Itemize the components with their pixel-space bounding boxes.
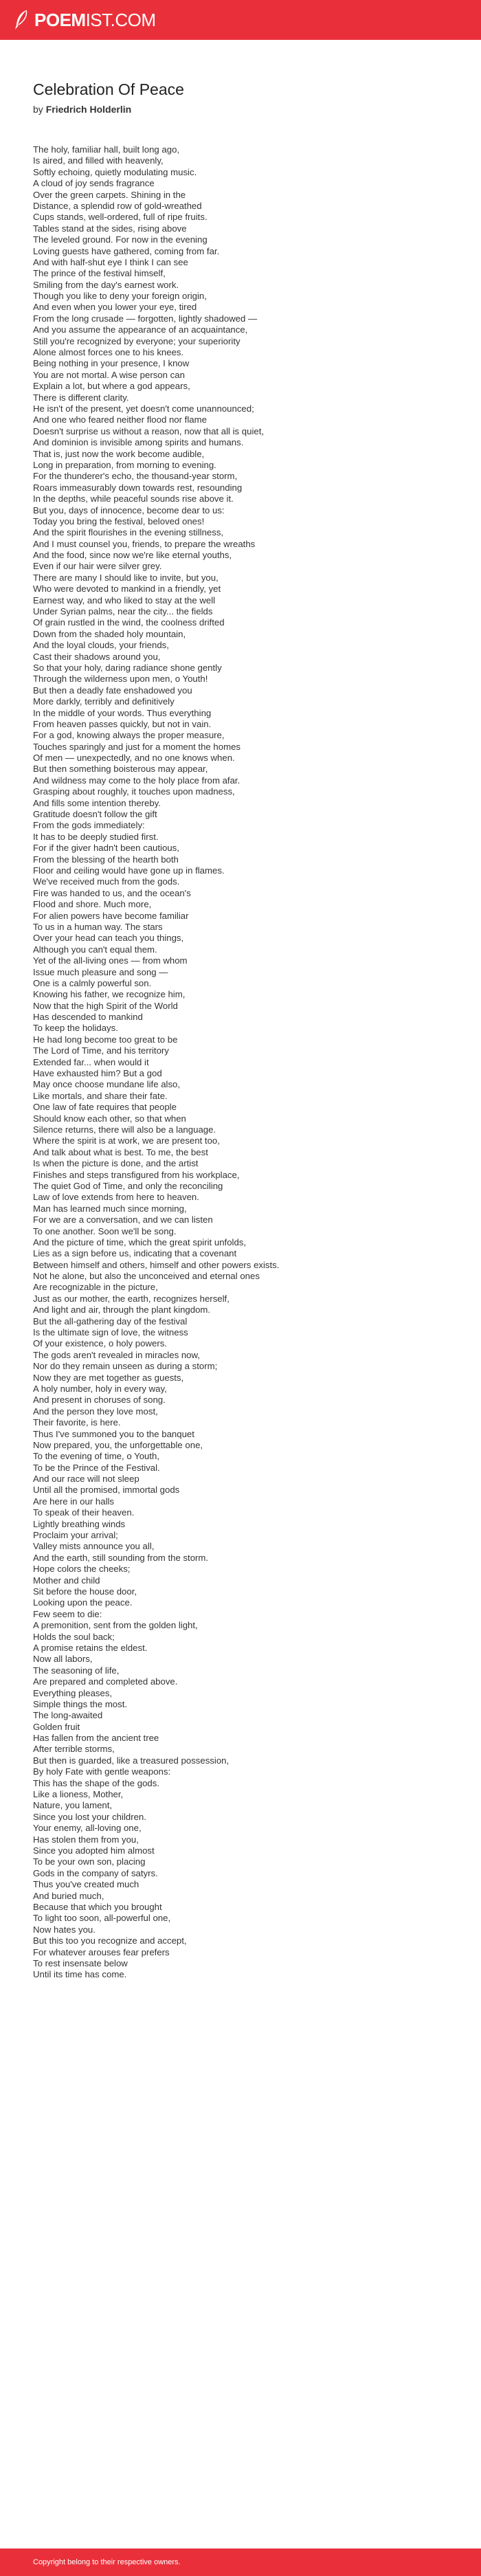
poem-line: From heaven passes quickly, but not in vain. bbox=[33, 718, 212, 729]
poem-line: Gratitude doesn't follow the gift bbox=[33, 809, 157, 820]
poem-line: But you, days of innocence, become dear to us: bbox=[33, 504, 225, 515]
poem-line: And wildness may come to the holy place from afar. bbox=[33, 775, 240, 786]
poem-line: A premonition, sent from the golden light, bbox=[33, 1620, 198, 1631]
poem-line: Extended far... when would it bbox=[33, 1056, 149, 1067]
poem-line: Floor and ceiling would have gone up in flames. bbox=[33, 865, 225, 876]
poem-line: And the picture of time, which the great spirit unfolds, bbox=[33, 1236, 247, 1247]
poem-line: Cast their shadows around you, bbox=[33, 651, 161, 662]
poem-line: Now hates you. bbox=[33, 1924, 96, 1935]
poem-line: One is a calmly powerful son. bbox=[33, 977, 152, 988]
by-label: by bbox=[33, 104, 43, 115]
poem-line: Are recognizable in the picture, bbox=[33, 1282, 158, 1293]
poem-line: The seasoning of life, bbox=[33, 1665, 120, 1676]
poem-line: Valley mists announce you all, bbox=[33, 1541, 155, 1552]
poem-line: Over your head can teach you things, bbox=[33, 933, 184, 944]
poem-line: Issue much pleasure and song — bbox=[33, 966, 168, 977]
poem-line: Now that the high Spirit of the World bbox=[33, 1000, 178, 1011]
poem-line: Nor do they remain unseen as during a storm; bbox=[33, 1361, 218, 1372]
poem-line: A holy number, holy in every way, bbox=[33, 1383, 167, 1394]
poem-line: Down from the shaded holy mountain, bbox=[33, 628, 186, 639]
poem-line: To light too soon, all-powerful one, bbox=[33, 1913, 171, 1924]
poem-line: For the thunderer's echo, the thousand-year storm, bbox=[33, 471, 238, 482]
poem-line: It has to be deeply studied first. bbox=[33, 831, 159, 842]
poem-line: Long in preparation, from morning to evening. bbox=[33, 459, 216, 470]
poem-line: And talk about what is best. To me, the best bbox=[33, 1146, 208, 1157]
poem-line: Doesn't surprise us without a reason, now that all is quiet, bbox=[33, 425, 265, 436]
poem-line: Until its time has come. bbox=[33, 1969, 127, 1980]
poem-line: For alien powers have become familiar bbox=[33, 910, 189, 921]
poem-line: In the depths, while peaceful sounds rise above it. bbox=[33, 493, 234, 504]
poem-line: Is aired, and filled with heavenly, bbox=[33, 155, 164, 166]
poem-line: By holy Fate with gentle weapons: bbox=[33, 1766, 171, 1777]
poem-line: Loving guests have gathered, coming from far. bbox=[33, 245, 220, 256]
poem-line: Softly echoing, quietly modulating music. bbox=[33, 166, 197, 177]
poem-line: But then is guarded, like a treasured possession, bbox=[33, 1755, 230, 1766]
poem-line: Has fallen from the ancient tree bbox=[33, 1733, 159, 1744]
copyright-text: Copyright belong to their respective owners. bbox=[33, 2558, 181, 2566]
poem-line: Sit before the house door, bbox=[33, 1586, 137, 1597]
site-footer bbox=[0, 2549, 481, 2576]
poem-line: Still you're recognized by everyone; your superiority bbox=[33, 335, 240, 346]
poem-line: And buried much, bbox=[33, 1890, 104, 1901]
poem-line: There is different clarity. bbox=[33, 392, 129, 403]
poem-line: Their favorite, is here. bbox=[33, 1417, 121, 1428]
poem-line: May once choose mundane life also, bbox=[33, 1079, 181, 1090]
poem-line: Mother and child bbox=[33, 1575, 100, 1586]
poem-line: To one another. Soon we'll be song. bbox=[33, 1225, 177, 1236]
poem-line: Touches sparingly and just for a moment the homes bbox=[33, 741, 241, 752]
poem-line: Lightly breathing winds bbox=[33, 1518, 126, 1529]
poem-line: To be the Prince of the Festival. bbox=[33, 1462, 160, 1473]
poem-line: Gods in the company of satyrs. bbox=[33, 1867, 158, 1878]
poem-line: But the all-gathering day of the festival bbox=[33, 1315, 188, 1326]
poem-line: One law of fate requires that people bbox=[33, 1102, 177, 1113]
poem-line: Not he alone, but also the unconceived and eternal ones bbox=[33, 1271, 260, 1282]
poem-line: Should know each other, so that when bbox=[33, 1113, 186, 1124]
poem-line: Being nothing in your presence, I know bbox=[33, 358, 190, 369]
poem-line: Earnest way, and who liked to stay at the well bbox=[33, 595, 216, 606]
poem-line: From the blessing of the hearth both bbox=[33, 854, 179, 865]
poem-line: Has stolen them from you, bbox=[33, 1834, 139, 1845]
poem-line: And the loyal clouds, your friends, bbox=[33, 640, 169, 651]
poem-line: There are many I should like to invite, but you, bbox=[33, 572, 219, 583]
site-header bbox=[0, 0, 481, 40]
poem-line: And dominion is invisible among spirits and humans. bbox=[33, 437, 244, 448]
poem-line: To keep the holidays. bbox=[33, 1023, 118, 1034]
poem-line: And I must counsel you, friends, to prepare the wreaths bbox=[33, 538, 256, 549]
poem-line: Lies as a sign before us, indicating that a covenant bbox=[33, 1248, 237, 1259]
poem-line: Nature, you lament, bbox=[33, 1800, 113, 1811]
poem-line: Although you can't equal them. bbox=[33, 944, 157, 955]
poem-line: Simple things the most. bbox=[33, 1698, 128, 1709]
poem-line: Are prepared and completed above. bbox=[33, 1676, 178, 1687]
poem-line: The long-awaited bbox=[33, 1710, 103, 1721]
poem-line: Is the ultimate sign of love, the witness bbox=[33, 1327, 188, 1338]
poem-line: To rest insensate below bbox=[33, 1957, 128, 1968]
poem-line: But then a deadly fate enshadowed you bbox=[33, 685, 192, 696]
poem-line: Looking upon the peace. bbox=[33, 1597, 133, 1608]
logo-text-light: IST.COM bbox=[85, 9, 156, 30]
poem-line: Is when the picture is done, and the artist bbox=[33, 1158, 199, 1169]
poem-line: To the evening of time, o Youth, bbox=[33, 1451, 160, 1462]
poem-title: Celebration Of Peace bbox=[33, 80, 184, 98]
poem-line: Thus you've created much bbox=[33, 1879, 139, 1890]
poem-line: The prince of the festival himself, bbox=[33, 268, 166, 279]
poem-line: And the food, since now we're like eternal youths, bbox=[33, 550, 232, 561]
poem-line: This has the shape of the gods. bbox=[33, 1777, 160, 1788]
poem-line: Law of love extends from here to heaven. bbox=[33, 1192, 199, 1203]
poem-line: And the person they love most, bbox=[33, 1406, 158, 1417]
poem-line: Of your existence, o holy powers. bbox=[33, 1338, 167, 1349]
poem-line: Fire was handed to us, and the ocean's bbox=[33, 887, 191, 898]
poem-line: And with half-shut eye I think I can see bbox=[33, 256, 188, 267]
poem-line: Today you bring the festival, beloved ones! bbox=[33, 515, 205, 526]
poem-line: For we are a conversation, and we can listen bbox=[33, 1214, 213, 1225]
poem-line: Roars immeasurably down towards rest, resounding bbox=[33, 482, 243, 493]
poem-line: Smiling from the day's earnest work. bbox=[33, 279, 179, 290]
poem-line: Flood and shore. Much more, bbox=[33, 899, 152, 910]
poem-line: In the middle of your words. Thus everything bbox=[33, 707, 212, 718]
poem-line: Silence returns, there will also be a language. bbox=[33, 1124, 216, 1135]
poem-line: From the long crusade — forgotten, lightly shadowed — bbox=[33, 313, 258, 324]
poem-line: And our race will not sleep bbox=[33, 1474, 139, 1485]
poem-line: Proclaim your arrival; bbox=[33, 1530, 118, 1541]
poem-line: And you assume the appearance of an acquaintance, bbox=[33, 324, 248, 335]
poem-line: Though you like to deny your foreign origin, bbox=[33, 291, 207, 302]
poem-body bbox=[33, 144, 448, 1981]
poem-line: Knowing his father, we recognize him, bbox=[33, 989, 186, 1000]
poem-line: Everything pleases, bbox=[33, 1687, 113, 1698]
poem-line: Has descended to mankind bbox=[33, 1012, 143, 1023]
poem-line: Because that which you brought bbox=[33, 1901, 162, 1912]
poem-line: Where the spirit is at work, we are present too, bbox=[33, 1135, 220, 1146]
poem-line: The holy, familiar hall, built long ago, bbox=[33, 144, 180, 155]
poem-line: But this too you recognize and accept, bbox=[33, 1935, 187, 1946]
poem-line: Since you lost your children. bbox=[33, 1811, 146, 1822]
poem-line: Man has learned much since morning, bbox=[33, 1203, 187, 1214]
poem-line: Explain a lot, but where a god appears, bbox=[33, 381, 190, 392]
poem-line: Even if our hair were silver grey. bbox=[33, 561, 162, 572]
poem-line: Over the green carpets. Shining in the bbox=[33, 189, 186, 200]
poem-line: Hope colors the cheeks; bbox=[33, 1564, 131, 1575]
poem-line: Golden fruit bbox=[33, 1721, 80, 1732]
poem-line: The leveled ground. For now in the evening bbox=[33, 234, 208, 245]
poem-line: Now all labors, bbox=[33, 1654, 93, 1665]
poem-line: Under Syrian palms, near the city... the fields bbox=[33, 606, 213, 617]
poem-line: Until all the promised, immortal gods bbox=[33, 1485, 180, 1496]
poem-line: And even when you lower your eye, tired bbox=[33, 302, 197, 313]
poem-line: Like mortals, and share their fate. bbox=[33, 1090, 168, 1101]
poem-line: Grasping about roughly, it touches upon madness, bbox=[33, 786, 235, 797]
poem-line: To speak of their heaven. bbox=[33, 1507, 135, 1518]
poem-content bbox=[0, 40, 481, 1981]
poem-line: And one who feared neither flood nor flame bbox=[33, 414, 207, 425]
poem-line: Yet of the all-living ones — from whom bbox=[33, 955, 188, 966]
poem-line: But then something boisterous may appear, bbox=[33, 764, 208, 775]
author-link[interactable]: Friedrich Holderlin bbox=[45, 104, 132, 115]
poem-line: Just as our mother, the earth, recognizes herself, bbox=[33, 1293, 230, 1304]
site-logo[interactable] bbox=[14, 10, 156, 31]
poem-line: To us in a human way. The stars bbox=[33, 921, 163, 932]
poem-line: Tables stand at the sides, rising above bbox=[33, 223, 187, 234]
poem-line: Have exhausted him? But a god bbox=[33, 1068, 162, 1079]
poem-line: Finishes and steps transfigured from his workplace, bbox=[33, 1169, 240, 1180]
quill-pen-icon bbox=[14, 10, 29, 30]
poem-line: The quiet God of Time, and only the reconciling bbox=[33, 1180, 223, 1191]
poem-line: He isn't of the present, yet doesn't come unannounced; bbox=[33, 403, 254, 414]
poem-line: For if the giver hadn't been cautious, bbox=[33, 843, 179, 854]
poem-line: More darkly, terribly and definitively bbox=[33, 696, 175, 707]
poem-byline bbox=[33, 103, 448, 115]
poem-line: Of men — unexpectedly, and no one knows when. bbox=[33, 753, 235, 764]
poem-line: For whatever arouses fear prefers bbox=[33, 1946, 170, 1957]
poem-line: Who were devoted to mankind in a friendly, yet bbox=[33, 584, 221, 595]
poem-line: To be your own son, placing bbox=[33, 1856, 146, 1867]
poem-line: Now prepared, you, the unforgettable one, bbox=[33, 1439, 203, 1450]
poem-line: Between himself and others, himself and other powers exists. bbox=[33, 1259, 280, 1270]
poem-line: For a god, knowing always the proper measure, bbox=[33, 730, 225, 741]
poem-line: You are not mortal. A wise person can bbox=[33, 369, 185, 380]
poem-line: Few seem to die: bbox=[33, 1608, 102, 1619]
poem-line: The Lord of Time, and his territory bbox=[33, 1045, 169, 1056]
logo-text-bold: POEM bbox=[34, 9, 86, 30]
poem-line: And present in choruses of song. bbox=[33, 1395, 166, 1406]
poem-line: And fills some intention thereby. bbox=[33, 797, 161, 808]
poem-line: Are here in our halls bbox=[33, 1496, 115, 1507]
poem-line: A promise retains the eldest. bbox=[33, 1642, 148, 1653]
poem-line: Distance, a splendid row of gold-wreathed bbox=[33, 200, 202, 211]
poem-line: Like a lioness, Mother, bbox=[33, 1789, 124, 1800]
poem-line: Holds the soul back; bbox=[33, 1631, 115, 1642]
poem-line: From the gods immediately: bbox=[33, 820, 145, 831]
poem-line: Your enemy, all-loving one, bbox=[33, 1823, 142, 1834]
poem-line: We've received much from the gods. bbox=[33, 876, 180, 887]
poem-line: Now they are met together as guests, bbox=[33, 1372, 184, 1383]
poem-line: Since you adopted him almost bbox=[33, 1845, 155, 1856]
poem-line: Of grain rustled in the wind, the coolness drifted bbox=[33, 617, 225, 628]
poem-line: He had long become too great to be bbox=[33, 1034, 178, 1045]
poem-line: The gods aren't revealed in miracles now, bbox=[33, 1349, 200, 1360]
poem-line: And the earth, still sounding from the storm. bbox=[33, 1552, 209, 1563]
poem-line: Alone almost forces one to his knees. bbox=[33, 347, 184, 358]
poem-line: After terrible storms, bbox=[33, 1744, 115, 1755]
poem-line: And light and air, through the plant kingdom. bbox=[33, 1304, 211, 1315]
poem-line: Thus I've summoned you to the banquet bbox=[33, 1428, 194, 1439]
poem-line: Through the wilderness upon men, o Youth! bbox=[33, 674, 208, 685]
poem-line: So that your holy, daring radiance shone gently bbox=[33, 662, 222, 673]
poem-line: That is, just now the work become audible, bbox=[33, 448, 205, 459]
poem-line: A cloud of joy sends fragrance bbox=[33, 178, 155, 189]
poem-line: Cups stands, well-ordered, full of ripe fruits. bbox=[33, 212, 208, 223]
poem-line: And the spirit flourishes in the evening stillness, bbox=[33, 527, 224, 538]
